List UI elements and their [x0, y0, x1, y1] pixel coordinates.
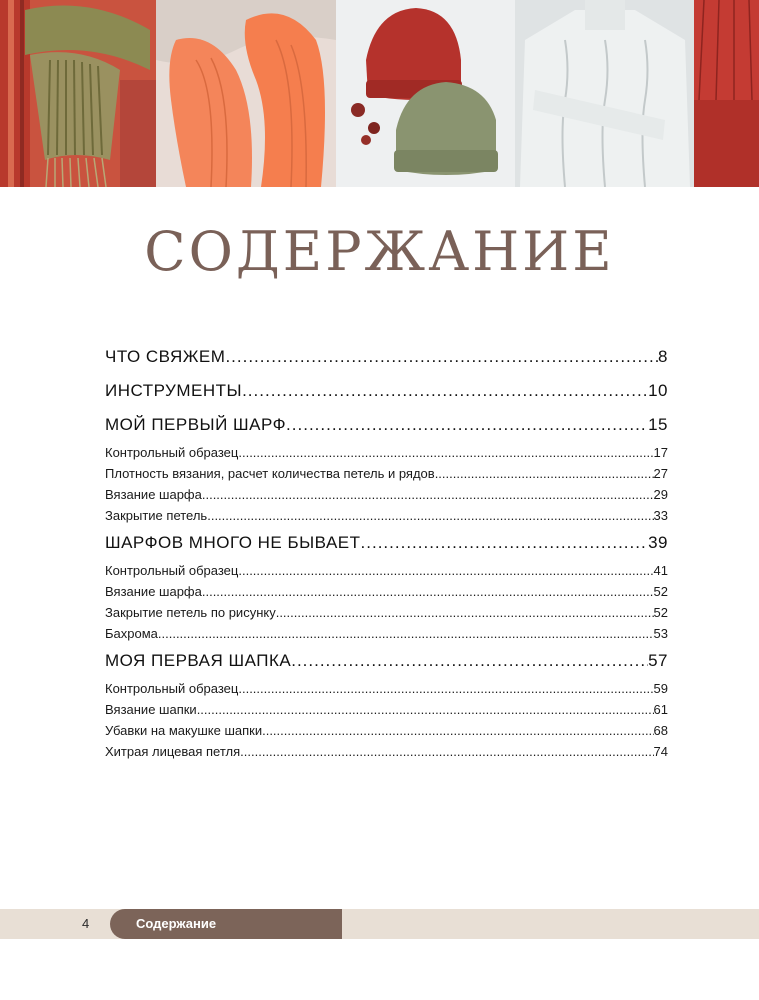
- toc-entry-label: Бахрома: [105, 626, 158, 641]
- toc-section-entry[interactable]: [105, 644, 668, 678]
- toc-dot-leader: [242, 374, 648, 408]
- toc-entry-page-number: 17: [653, 445, 668, 460]
- toc-dot-leader: [197, 699, 654, 720]
- toc-entry-label: ИНСТРУМЕНТЫ: [105, 381, 243, 400]
- table-of-contents: [105, 340, 668, 762]
- toc-dot-leader: [240, 741, 653, 762]
- toc-entry-page-number: 59: [653, 681, 668, 696]
- toc-subsection-entry[interactable]: [105, 602, 668, 623]
- toc-entry-label: Убавки на макушке шапки: [105, 723, 263, 738]
- toc-entry-label: Контрольный образец: [105, 563, 239, 578]
- toc-entry-page-number: 10: [648, 381, 668, 400]
- toc-entry-label: МОЯ ПЕРВАЯ ШАПКА: [105, 651, 292, 670]
- toc-subsection-entry[interactable]: [105, 442, 668, 463]
- toc-entry-label: Закрытие петель по рисунку: [105, 605, 276, 620]
- footer-section-title: Содержание: [136, 916, 217, 931]
- toc-subsection-entry[interactable]: [105, 720, 668, 741]
- toc-entry-label: Контрольный образец: [105, 681, 239, 696]
- toc-dot-leader: [262, 720, 653, 741]
- toc-entry-label: Вязание шапки: [105, 702, 197, 717]
- toc-dot-leader: [361, 526, 649, 560]
- toc-entry-page-number: 74: [653, 744, 668, 759]
- toc-section-entry[interactable]: [105, 408, 668, 442]
- toc-subsection-entry[interactable]: [105, 484, 668, 505]
- toc-subsection-entry[interactable]: [105, 741, 668, 762]
- socks-photo: [156, 0, 336, 187]
- toc-section-entry[interactable]: [105, 526, 668, 560]
- toc-dot-leader: [202, 581, 654, 602]
- toc-entry-label: ШАРФОВ МНОГО НЕ БЫВАЕТ: [105, 533, 361, 552]
- toc-entry-page-number: 27: [653, 466, 668, 481]
- toc-dot-leader: [238, 442, 653, 463]
- toc-subsection-entry[interactable]: [105, 560, 668, 581]
- toc-dot-leader: [225, 340, 658, 374]
- toc-section-entry[interactable]: [105, 374, 668, 408]
- toc-entry-page-number: 52: [653, 605, 668, 620]
- toc-subsection-entry[interactable]: [105, 505, 668, 526]
- toc-entry-page-number: 8: [658, 347, 668, 366]
- toc-entry-page-number: 57: [648, 651, 668, 670]
- toc-dot-leader: [202, 484, 654, 505]
- hats-photo: [336, 0, 515, 187]
- toc-entry-label: МОЙ ПЕРВЫЙ ШАРФ: [105, 415, 287, 434]
- toc-dot-leader: [435, 463, 654, 484]
- toc-entry-page-number: 52: [653, 584, 668, 599]
- toc-subsection-entry[interactable]: [105, 678, 668, 699]
- red-scarf-photo: [694, 0, 759, 187]
- toc-dot-leader: [238, 678, 653, 699]
- toc-dot-leader: [158, 623, 654, 644]
- toc-dot-leader: [276, 602, 654, 623]
- toc-section-entry[interactable]: [105, 340, 668, 374]
- toc-entry-label: Вязание шарфа: [105, 487, 202, 502]
- footer-page-number: 4: [82, 916, 90, 931]
- scarf-photo: [0, 0, 156, 187]
- toc-subsection-entry[interactable]: [105, 623, 668, 644]
- toc-entry-label: Закрытие петель: [105, 508, 208, 523]
- toc-entry-page-number: 53: [653, 626, 668, 641]
- toc-entry-label: ЧТО СВЯЖЕМ: [105, 347, 226, 366]
- toc-entry-label: Вязание шарфа: [105, 584, 202, 599]
- toc-subsection-entry[interactable]: [105, 463, 668, 484]
- toc-dot-leader: [291, 644, 648, 678]
- toc-dot-leader: [238, 560, 653, 581]
- toc-entry-page-number: 68: [653, 723, 668, 738]
- page-title: СОДЕРЖАНИЕ: [144, 220, 615, 283]
- sweater-photo: [515, 0, 694, 187]
- toc-subsection-entry[interactable]: [105, 699, 668, 720]
- toc-entry-page-number: 61: [653, 702, 668, 717]
- toc-entry-page-number: 39: [648, 533, 668, 552]
- toc-entry-page-number: 15: [648, 415, 668, 434]
- toc-subsection-entry[interactable]: [105, 581, 668, 602]
- toc-entry-page-number: 33: [653, 508, 668, 523]
- header-photo-strip: [0, 0, 759, 187]
- toc-dot-leader: [207, 505, 653, 526]
- toc-entry-label: Плотность вязания, расчет количества петель и рядов: [105, 466, 435, 481]
- toc-entry-page-number: 29: [653, 487, 668, 502]
- toc-dot-leader: [286, 408, 648, 442]
- toc-entry-page-number: 41: [653, 563, 668, 578]
- toc-entry-label: Контрольный образец: [105, 445, 239, 460]
- toc-entry-label: Хитрая лицевая петля: [105, 744, 241, 759]
